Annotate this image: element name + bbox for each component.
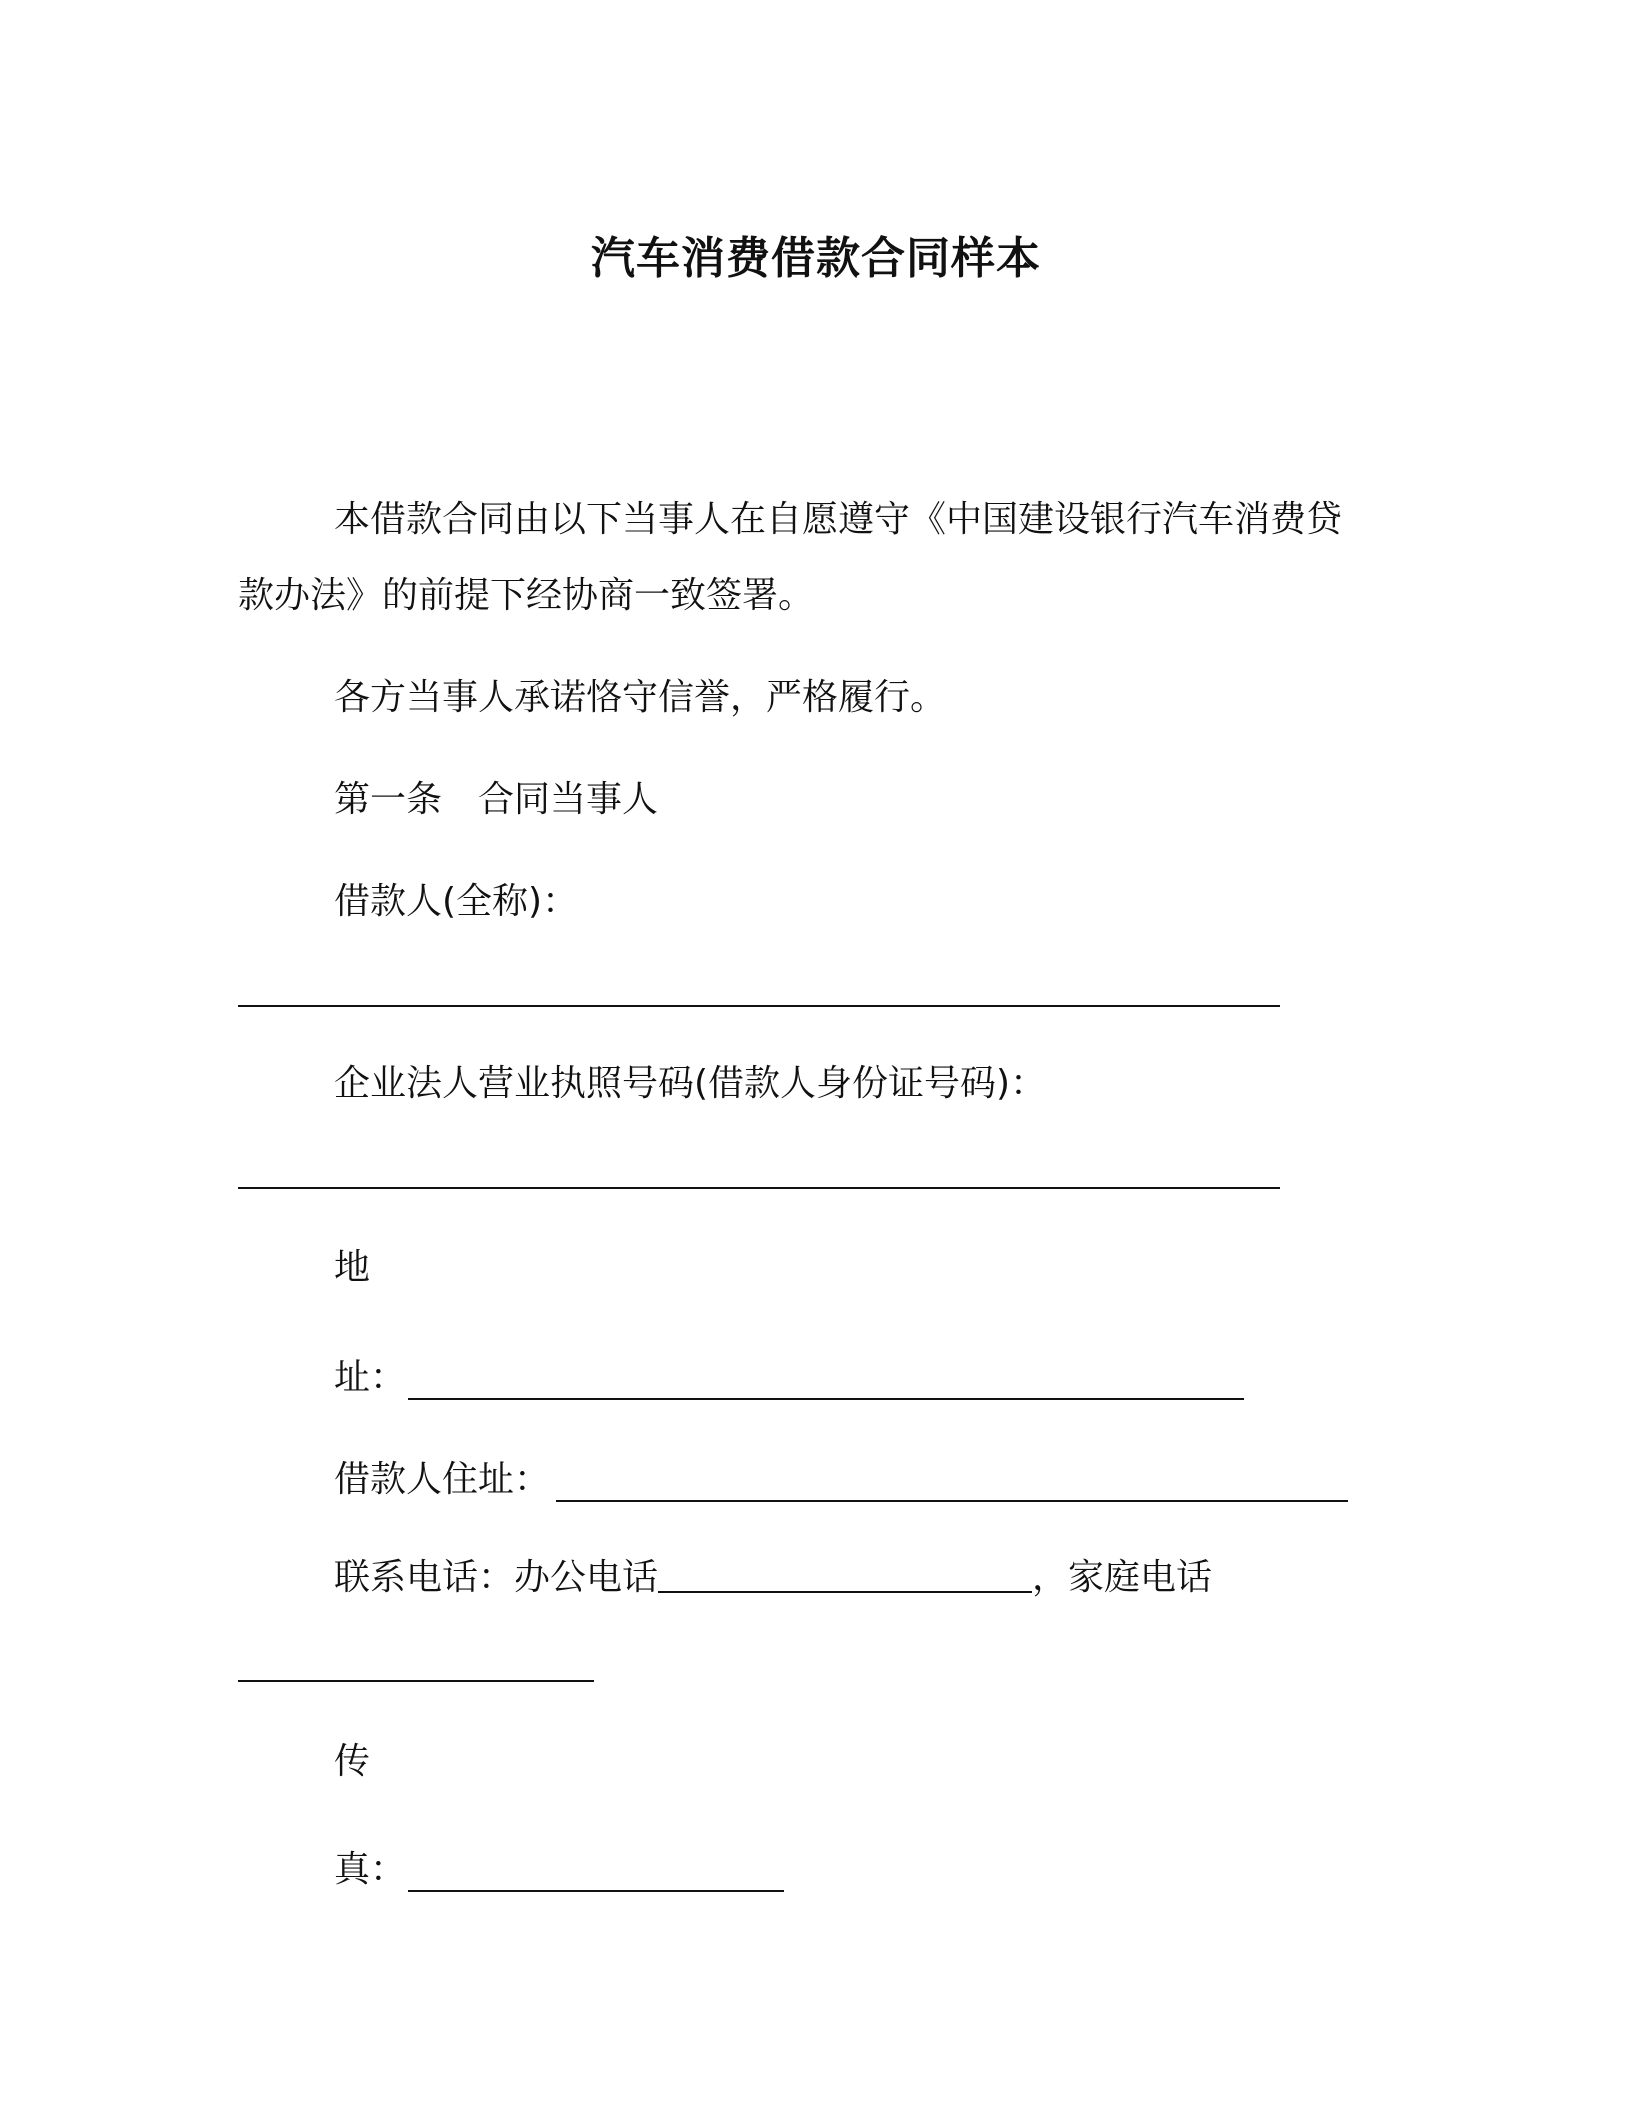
fax-row bbox=[334, 1846, 406, 1894]
promise-paragraph: 各方当事人承诺恪守信誉，严格履行。 bbox=[334, 677, 947, 718]
address-row bbox=[334, 1354, 406, 1402]
license-number-blank bbox=[238, 1187, 1280, 1189]
address-label-part-1: 地 bbox=[334, 1247, 371, 1288]
home-phone-blank bbox=[238, 1680, 594, 1682]
office-phone-blank bbox=[658, 1557, 1032, 1593]
fax-label-part-1: 传 bbox=[334, 1741, 371, 1782]
address-label-part-2: 址： bbox=[334, 1357, 407, 1398]
fax-label-part-2: 真： bbox=[334, 1849, 407, 1890]
intro-paragraph-line-2: 款办法》的前提下经协商一致签署。 bbox=[238, 575, 815, 616]
fax-blank bbox=[408, 1890, 784, 1892]
residence-row bbox=[334, 1456, 550, 1504]
article-1-heading: 第一条 合同当事人 bbox=[334, 779, 659, 820]
borrower-name-blank bbox=[238, 1005, 1280, 1007]
residence-label: 借款人住址： bbox=[334, 1459, 551, 1500]
address-blank bbox=[408, 1398, 1244, 1400]
borrower-name-label: 借款人(全称)： bbox=[334, 881, 579, 922]
license-number-label: 企业法人营业执照号码(借款人身份证号码)： bbox=[334, 1063, 1047, 1104]
phone-row bbox=[334, 1554, 1212, 1602]
residence-blank bbox=[556, 1500, 1348, 1502]
home-phone-label: ，家庭电话 bbox=[1032, 1557, 1213, 1598]
document-title: 汽车消费借款合同样本 bbox=[591, 233, 1041, 284]
intro-paragraph-line-1: 本借款合同由以下当事人在自愿遵守《中国建设银行汽车消费贷 bbox=[334, 499, 1343, 540]
office-phone-label: 联系电话：办公电话 bbox=[334, 1557, 659, 1598]
